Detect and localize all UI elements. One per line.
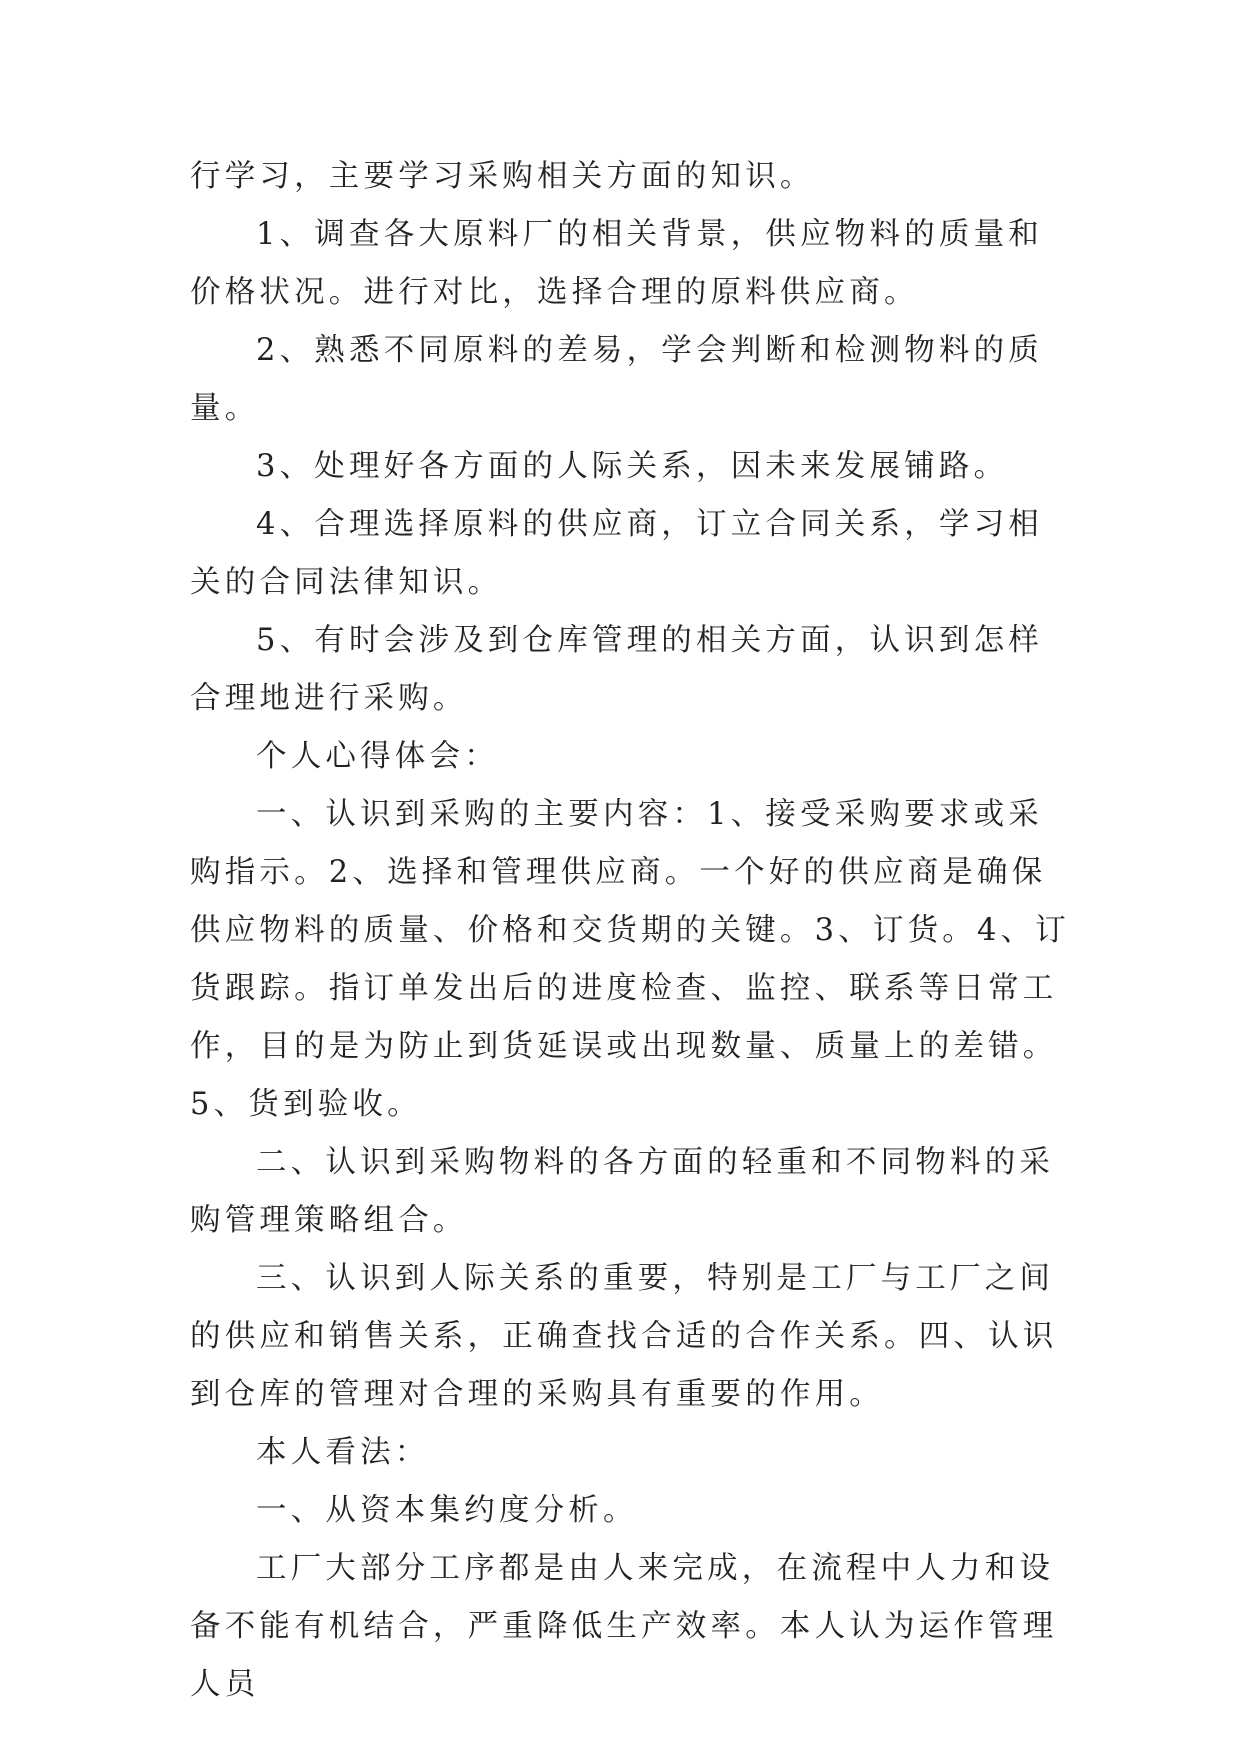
paragraph-item-4: 4、合理选择原料的供应商，订立合同关系，学习相关的合同法律知识。 (190, 507, 1044, 600)
paragraph-item-5: 5、有时会涉及到仓库管理的相关方面，认识到怎样合理地进行采购。 (190, 623, 1044, 716)
section-heading-personal-experience: 个人心得体会： (256, 739, 499, 774)
paragraph-item-3: 3、处理好各方面的人际关系，因未来发展铺路。 (256, 449, 1009, 484)
paragraph-experience-3-4: 三、认识到人际关系的重要，特别是工厂与工厂之间的供应和销售关系，正确查找合适的合作关系。四、认识到仓库的管理对合理的采购具有重要的作用。 (190, 1261, 1058, 1412)
paragraph-opinion-1-heading: 一、从资本集约度分析。 (256, 1493, 638, 1528)
paragraph-item-2: 2、熟悉不同原料的差易，学会判断和检测物料的质量。 (190, 333, 1044, 426)
paragraph-item-1: 1、调查各大原料厂的相关背景，供应物料的质量和价格状况。进行对比，选择合理的原料供应商。 (190, 217, 1044, 310)
document-body (190, 148, 1070, 1714)
paragraph-experience-2: 二、认识到采购物料的各方面的轻重和不同物料的采购管理策略组合。 (190, 1145, 1055, 1238)
section-heading-opinion: 本人看法： (256, 1435, 430, 1470)
paragraph-continuation: 行学习，主要学习采购相关方面的知识。 (190, 159, 815, 194)
paragraph-experience-1: 一、认识到采购的主要内容：1、接受采购要求或采购指示。2、选择和管理供应商。一个好的供应商是确保供应物料的质量、价格和交货期的关键。3、订货。4、订货跟踪。指订单发出后的进度检查、监控、联系等日常工作，目的是为防止到货延误或出现数量、质量上的差错。5、货到验收。 (190, 797, 1071, 1122)
paragraph-opinion-1-body: 工厂大部分工序都是由人来完成，在流程中人力和设备不能有机结合，严重降低生产效率。本人认为运作管理人员 (190, 1551, 1058, 1702)
